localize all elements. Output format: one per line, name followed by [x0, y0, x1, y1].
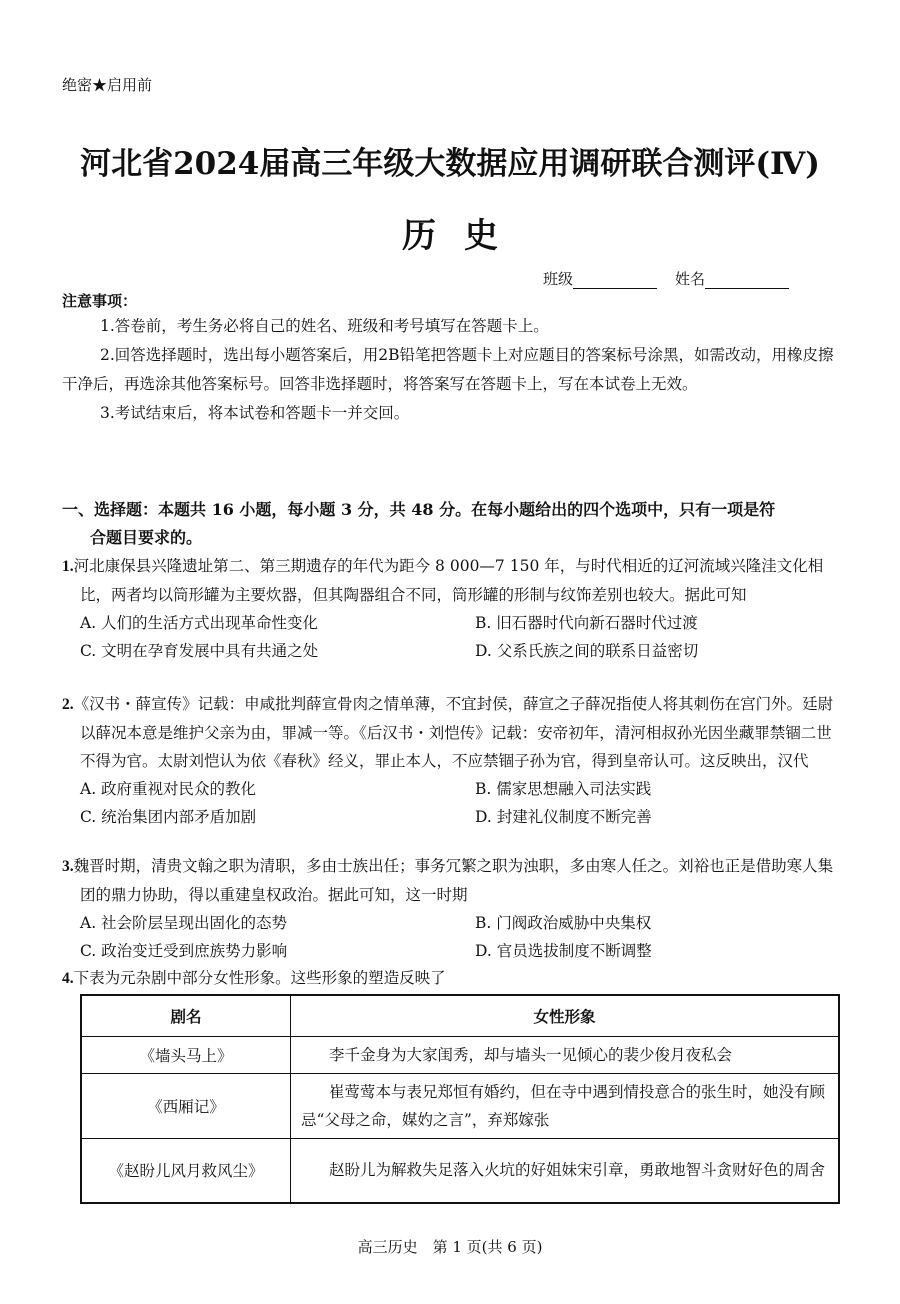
- option-b: B. 旧石器时代向新石器时代过渡: [475, 614, 698, 632]
- option-d: D. 官员选拔制度不断调整: [475, 942, 652, 960]
- section-heading: [62, 496, 846, 552]
- notice-title: 注意事项：: [62, 292, 138, 310]
- class-name-line: [543, 268, 807, 289]
- option-c: C. 政治变迁受到庶族势力影响: [80, 942, 288, 960]
- confidential-label: 绝密★启用前: [62, 76, 153, 94]
- table-cell-desc: 李千金身为大家闺秀，却与墙头一见倾心的裴少俊月夜私会: [291, 1037, 840, 1074]
- page-footer: 高三历史 第 1 页(共 6 页): [357, 1238, 543, 1256]
- table-row: [81, 1139, 839, 1203]
- option-a: A. 政府重视对民众的教化: [80, 780, 257, 798]
- question-1: [62, 552, 846, 665]
- table-cell-title: 《墙头马上》: [81, 1037, 291, 1074]
- question-2: [62, 690, 846, 831]
- options: [62, 609, 846, 665]
- question-stem: [62, 690, 846, 775]
- table-header: 女性形象: [291, 995, 840, 1037]
- question-4: [62, 964, 846, 993]
- table-row: [81, 1037, 839, 1074]
- options: [62, 909, 846, 965]
- question-stem: [62, 964, 846, 993]
- question-stem: [62, 552, 846, 609]
- question-number: 4.: [62, 970, 74, 987]
- question-text: 魏晋时期，清贵文翰之职为清职，多由士族出任；事务冗繁之职为浊职，多由寒人任之。刘裕也正是借助寒人集团的鼎力协助，得以重建皇权政治。据此可知，这一时期: [73, 857, 834, 904]
- class-blank: [573, 272, 657, 289]
- option-b: B. 门阀政治威胁中央集权: [475, 914, 652, 932]
- question-text: 河北康保县兴隆遗址第二、第三期遗存的年代为距今 8 000—7 150 年，与时代相近的辽河流域兴隆洼文化相比，两者均以筒形罐为主要炊器，但其陶器组合不同，筒形罐的形制与纹饰差别也较大。据此可知: [73, 557, 824, 604]
- notice-item: 1.答卷前，考生务必将自己的姓名、班级和考号填写在答题卡上。: [100, 317, 549, 335]
- option-b: B. 儒家思想融入司法实践: [475, 780, 652, 798]
- table-cell-title: 《赵盼儿风月救风尘》: [81, 1139, 291, 1203]
- question-number: 2.: [62, 696, 74, 713]
- question-3: [62, 852, 846, 965]
- question-text: 《汉书・薛宣传》记载：申咸批判薛宣骨肉之情单薄，不宜封侯，薛宣之子薛况指使人将其刺伤在宫门外。廷尉以薛况本意是维护父亲为由，罪减一等。《后汉书・刘恺传》记载：安帝初年，清河相叔孙光因坐藏罪禁锢二世不得为官。太尉刘恺认为依《春秋》经义，罪止本人，不应禁锢子孙为官，得到皇帝认可。这反映出，汉代: [73, 695, 834, 770]
- table-row: [81, 1074, 839, 1139]
- section-heading-line: 合题目要求的。: [90, 528, 203, 547]
- option-d: D. 封建礼仪制度不断完善: [475, 808, 652, 826]
- question-number: 3.: [62, 858, 74, 875]
- option-d: D. 父系氏族之间的联系日益密切: [475, 642, 699, 660]
- option-c: C. 统治集团内部矛盾加剧: [80, 808, 257, 826]
- table-cell-desc: 崔莺莺本与表兄郑恒有婚约，但在寺中遇到情投意合的张生时，她没有顾忌“父母之命，媒妁之言”，弃郑嫁张: [291, 1074, 840, 1139]
- table-header-row: [81, 995, 839, 1037]
- table-cell-title: 《西厢记》: [81, 1074, 291, 1139]
- option-a: A. 人们的生活方式出现革命性变化: [80, 614, 319, 632]
- notice-item: 2.回答选择题时，选出每小题答案后，用2B铅笔把答题卡上对应题目的答案标号涂黑，如需改动，用橡皮擦干净后，再选涂其他答案标号。回答非选择题时，将答案写在答题卡上，写在本试卷上无效。: [62, 346, 834, 393]
- section-heading-line: 一、选择题：本题共 16 小题，每小题 3 分，共 48 分。在每小题给出的四个选项中，只有一项是符: [62, 500, 776, 519]
- name-label: 姓名: [675, 270, 706, 288]
- option-a: A. 社会阶层呈现出固化的态势: [80, 914, 288, 932]
- female-image-table: [80, 994, 840, 1204]
- notice-item: 3.考试结束后，将本试卷和答题卡一并交回。: [100, 404, 410, 422]
- name-blank: [705, 272, 789, 289]
- question-number: 1.: [62, 558, 74, 575]
- notice-list: [62, 312, 842, 428]
- table-header: 剧名: [81, 995, 291, 1037]
- options: [62, 775, 846, 831]
- question-text: 下表为元杂剧中部分女性形象。这些形象的塑造反映了: [73, 969, 446, 987]
- exam-title: 河北省2024届高三年级大数据应用调研联合测评(Ⅳ): [80, 146, 820, 182]
- question-stem: [62, 852, 846, 909]
- option-c: C. 文明在孕育发展中具有共通之处: [80, 642, 319, 660]
- subject-title: 历史: [402, 216, 526, 256]
- class-label: 班级: [543, 270, 574, 288]
- table-cell-desc: 赵盼儿为解救失足落入火坑的好姐妹宋引章，勇敢地智斗贪财好色的周舍: [291, 1139, 840, 1203]
